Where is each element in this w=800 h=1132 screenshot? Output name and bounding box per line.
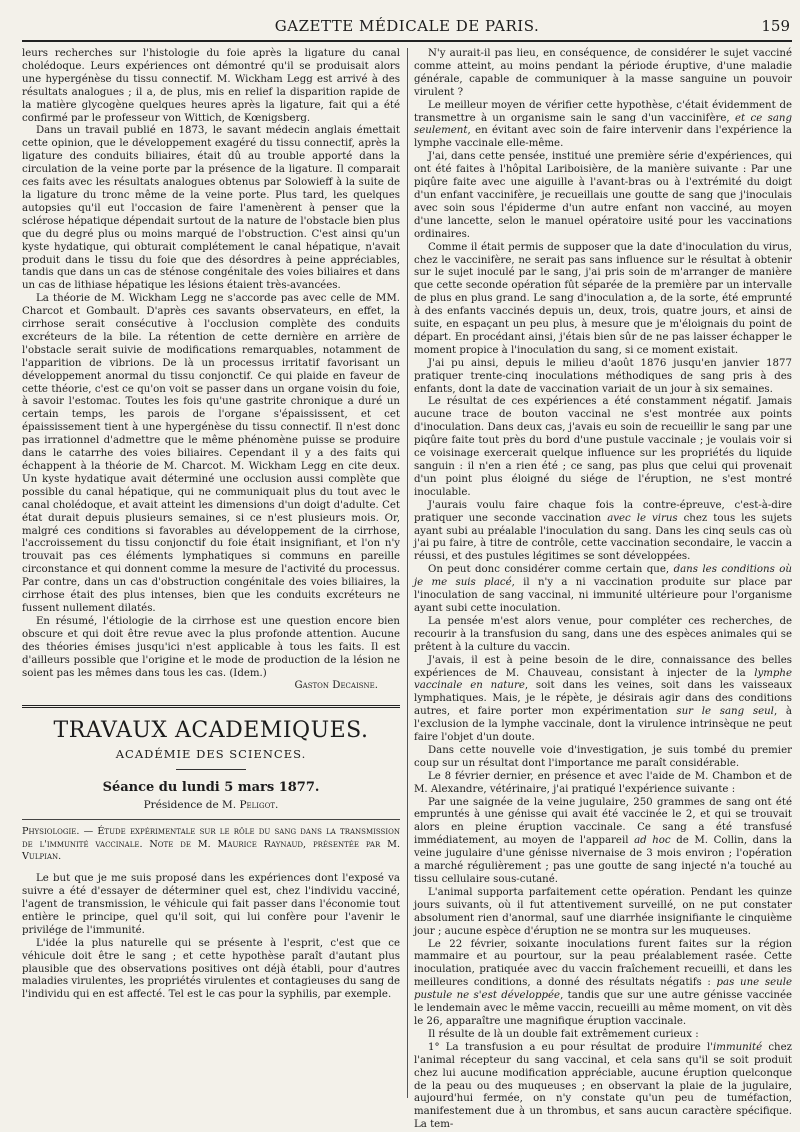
right-column	[414, 48, 793, 1131]
article-heading	[22, 826, 400, 863]
text-run: , tandis que sur une autre génisse vaccinée le lendemain avec le même vaccin, recueilli au même moment, on vit dès le 26, apparaître une magnifique éruption vaccinale.	[414, 990, 793, 1027]
emphasis: immunité	[713, 1041, 763, 1053]
text-run: de M. Collin, dans la veine jugulaire d'une génisse nivernaise de 3 mois environ ; l'opération a marché régulièrement ; pas une goutte de sang injecté n'a touché au tissu cellulaire sous-cutané.	[414, 835, 792, 885]
paragraph: J'ai, dans cette pensée, institué une première série d'expériences, qui ont été faites à l'hôpital Lariboisière, de la manière suivante : Par une piqûre faite avec une aiguille à l'avant-bras ou à l'extrémité du doigt d'un enfant vaccinifère, je recueillais une goutte de sang que j'inoculais avec soin sous l'épiderme d'un autre enfant non vacciné, au moyen d'une lancette, selon le manuel opératoire usité pour les vaccinations ordinaires.	[414, 151, 792, 240]
text-run: Le meilleur moyen de vérifier cette hypothèse, c'était évidemment de transmettre à un organisme sain le sang d'un vaccinifère,	[414, 99, 792, 124]
emphasis: lymphe vaccinale en nature	[414, 667, 792, 692]
section-divider	[22, 705, 400, 708]
paragraph: En résumé, l'étiologie de la cirrhose est une question encore bien obscure et qui doit être revue avec la plus profonde attention. Aucune des théories émises jusqu'ici n'est applicable à tous les faits. Il est d'ailleurs possible que l'origine et le mode de production de la lésion ne soient pas les mêmes dans tous les cas. (Idem.)	[22, 615, 400, 679]
paragraph: L'animal supporta parfaitement cette opération. Pendant les quinze jours suivants, où il fut attentivement surveillé, on ne put constater absolument rien d'anormal, sauf une diarrhée insignifiante le cinquième jour ; aucune espèce d'éruption ne se montra sur les muqueuses.	[414, 886, 792, 937]
section-title: TRAVAUX ACADEMIQUES.	[53, 718, 369, 744]
text-run: J'avais, il est à peine besoin de le dire, connaissance des belles expériences de M. Chauveau, consistant à injecter de la	[414, 654, 792, 679]
paragraph	[414, 564, 792, 616]
paragraph	[414, 500, 792, 565]
paragraph: N'y aurait-il pas lieu, en conséquence, de considérer le sujet vacciné comme atteint, au moins pendant la période éruptive, d'une maladie générale, capable de communiquer à la masse sanguine un pouvoir virulent ?	[414, 48, 792, 98]
emphasis: pas une seule pustule ne s'est développée	[414, 977, 793, 1002]
paragraph: Dans un travail publié en 1873, le savant médecin anglais émettait cette opinion, que le développement exagéré du tissu connectif, après la ligature des conduits biliaires, était dû au trouble apporté dans la circulation de la veine porte par la présence de la ligature. Il comparait ces faits avec les résultats analogues obtenus par Solowieff à la suite de la ligature du tronc même de la veine porte. Plus tard, les quelques autopsies qu'il eut l'occasion de faire l'amenèrent à penser que la sclérose hépatique dépendait surtout de la nature de l'obstacle bien plus que du degré plus ou moins marqué de l'obstruction. C'est ainsi qu'un kyste hydatique, qui obturait complétement le canal hépatique, n'avait produit dans le tissu du foie que des désordres à peine appréciables, tandis que dans un cas de sténose congénitale des voies biliaires et dans un cas de lithiase hépatique les lésions étaient très-avancées.	[22, 125, 400, 292]
text-run: On peut donc considérer comme certain que,	[428, 564, 674, 576]
article-title: — Étude expérimentale sur le rôle du sang dans la transmission de l'immunité vaccinale. Note de M. Maurice Raynaud, présentée par M. Vulpian.	[22, 826, 400, 862]
paragraph: leurs recherches sur l'histologie du foie après la ligature du canal cholédoque. Leurs expériences ont démontré qu'il se produisait alors une hypergénèse du tissu connectif. M. Wickham Legg est arrivé à des résultats analogues ; il a, de plus, mis en relief la disparition rapide de la matière glycogène quelques heures après la ligature, fait qui a été confirmé par le professeur von Wittich, de Kœnigsberg.	[22, 48, 400, 124]
emphasis: ad hoc	[634, 835, 671, 847]
paragraph: Le résultat de ces expériences a été constamment négatif. Jamais aucune trace de bouton vaccinal ne s'est montrée aux points d'inoculation. Dans deux cas, j'avais eu soin de recueillir le sang par une piqûre faite tout près du bord d'une pustule vaccinale ; je voulais voir si ce voisinage exercerait quelque influence sur les propriétés du liquide sanguin : il n'en a rien été ; ce sang, pas plus que celui qui provenait d'un point plus éloigné du siége de l'éruption, ne s'est montré inoculable.	[414, 396, 792, 498]
paragraph: Dans cette nouvelle voie d'investigation, je suis tombé du premier coup sur un résultat dont l'importance me paraît considérable.	[414, 744, 792, 769]
seance-heading: Séance du lundi 5 mars 1877.	[102, 780, 320, 796]
paragraph	[414, 797, 792, 887]
paragraph: La théorie de M. Wickham Legg ne s'accorde pas avec celle de MM. Charcot et Gombault. D'après ces savants observateurs, en effet, la cirrhose serait consécutive à l'occlusion complète des conduits excréteurs de la bile. La rétention de cette dernière en arrière de l'obstacle serait suivie de modifications remarquables, notamment de l'apparition de vibrions. De là un processus irritatif favorisant un développement anormal du tissu conjonctif. Ce qui plaide en faveur de cette théorie, c'est ce qu'on voit se passer dans un organe voisin du foie, à savoir l'estomac. Toutes les fois qu'une gastrite chronique a duré un certain temps, les parois de l'organe s'épaississent, et cet épaississement tient à une hypergénèse du tissu connectif. Il n'est donc pas irrationnel d'admettre que le même phénomène puisse se produire dans le catarrhe des voies biliaires. Cependant il y a des faits qui échappent à la théorie de M. Charcot. M. Wickham Legg en cite deux. Un kyste hydatique avait déterminé une occlusion aussi complète que possible du canal hépatique, qui ne communiquait plus du tout avec le canal cholédoque, et avait atteint les dimensions d'un doigt d'adulte. Cet état durait depuis plusieurs semaines, si ce n'est plusieurs mois. Or, malgré ces conditions si favorables au développement de la cirrhose, l'accroissement du tissu conjonctif du foie était insignifiant, et l'on n'y trouvait pas ces éléments lymphatiques si communs en pareille circonstance et qui donnent comme la mesure de l'activité du processus. Par contre, dans un cas d'obstruction congénitale des voies biliaires, la cirrhose était des plus intenses, bien que les conduits excréteurs ne fussent nullement dilatés.	[22, 293, 400, 614]
paragraph: J'ai pu ainsi, depuis le milieu d'août 1876 jusqu'en janvier 1877 pratiquer trente-cinq inoculations méthodiques de sang pris à des enfants, dont la date de vaccination variait de un jour à six semaines.	[414, 357, 792, 395]
column-divider	[407, 48, 408, 1098]
paragraph: Le but que je me suis proposé dans les expériences dont l'exposé va suivre a été d'essayer de déterminer quel est, chez l'individu vacciné, l'agent de transmission, le véhicule qui fait passer dans l'économie tout entière le principe, quel qu'il soit, qui lui confère pour l'avenir le privilége de l'immunité.	[22, 873, 400, 936]
text-run: , il n'y a ni vaccination produite sur place par l'inoculation de sang vaccinal, ni immunité ultérieure pour l'organisme ayant subi cette inoculation.	[414, 577, 792, 614]
page-header	[22, 14, 792, 42]
page-number: 159	[761, 17, 790, 35]
emphasis: dans les conditions où je me suis placé	[414, 564, 792, 589]
text-run: chez l'animal récepteur du sang vaccinal, et cela sans qu'il se soit produit chez lui aucune modification appréciable, aucune éruption quelconque de la peau ou des muqueuses ; en observant la plaie de la jugulaire, aujourd'hui fermée, on n'y constate qu'un peu de tuméfaction, manifestement due à un thrombus, et sans aucun caractère spécifique. La tem-	[414, 1041, 793, 1131]
paragraph	[414, 100, 792, 152]
paragraph	[414, 1042, 792, 1132]
paragraph: Le 8 février dernier, en présence et avec l'aide de M. Chambon et de M. Alexandre, vétérinaire, j'ai pratiqué l'expérience suivante :	[414, 770, 792, 795]
paragraph: Il résulte de là un double fait extrêmement curieux :	[428, 1028, 699, 1040]
left-column	[22, 48, 400, 1098]
emphasis: et ce sang seulement	[414, 112, 792, 137]
author-signature: Gaston Decaisne.	[294, 680, 378, 692]
text-run: 1° La transfusion a eu pour résultat de produire l'	[428, 1041, 714, 1053]
paragraph: La pensée m'est alors venue, pour compléter ces recherches, de recourir à la transfusion du sang, dans une des espèces animales qui se prêtent à la culture du vaccin.	[414, 615, 792, 653]
emphasis: avec le virus	[607, 512, 678, 524]
text-columns	[22, 48, 793, 1131]
paragraph	[414, 939, 792, 1029]
journal-title: GAZETTE MÉDICALE DE PARIS.	[274, 17, 540, 35]
section-subtitle: ACADÉMIE DES SCIENCES.	[115, 747, 307, 762]
presidence-prefix: Présidence de M.	[143, 799, 240, 812]
text-run: Le 22 février, soixante inoculations furent faites sur la région mammaire et au pourtour, sur la peau préalablement rasée. Cette inoculation, pratiquée avec du vaccin fraîchement recueilli, et dans les meilleures conditions, a donné des résultats négatifs :	[414, 938, 792, 989]
paragraph: Comme il était permis de supposer que la date d'inoculation du virus, chez le vaccinifère, ne serait pas sans influence sur le résultat à obtenir sur le sujet inoculé par le sang, j'ai pris soin de m'arranger de manière que cette seconde opération fût séparée de la première par un intervalle de plus en plus grand. Le sang d'inoculation a, de la sorte, été emprunté à des enfants vaccinés depuis un, deux, trois, quatre jours, et ainsi de suite, en espaçant un peu plus, à mesure que je m'éloignais du point de départ. En procédant ainsi, j'étais bien sûr de ne pas laisser échapper le moment propice à l'inoculation du sang, si ce moment existait.	[414, 241, 792, 356]
physiologie-label: Physiologie.	[22, 826, 80, 838]
newspaper-page	[22, 14, 793, 1131]
text-run: Par une saignée de la veine jugulaire, 250 grammes de sang ont été empruntés à une génisse qui avait été vaccinée le 2, et qui se trouvait alors en pleine éruption vaccinale. Ce sang a été transfusé immédiatement, au moyen de l'appareil	[414, 796, 792, 847]
emphasis: sur le sang seul	[676, 706, 774, 718]
subtitle-rule	[176, 769, 246, 770]
president-name: Peligot.	[239, 799, 279, 812]
text-run: , en évitant avec soin de faire intervenir dans l'expérience la lymphe vaccinale elle-même.	[414, 125, 792, 150]
text-run: J'aurais voulu faire chaque fois la contre-épreuve, c'est-à-dire pratiquer une seconde vaccination	[414, 499, 792, 524]
text-run: chez tous les sujets ayant subi au préalable l'inoculation du sang. Dans les cinq seuls cas où j'ai pu faire, à titre de contrôle, cette vaccination secondaire, le vaccin a réussi, et des pustules légitimes se sont développées.	[414, 512, 792, 563]
text-run: , à l'exclusion de la lymphe vaccinale, dont la virulence intrinsèque ne peut faire l'objet d'un doute.	[414, 706, 792, 744]
paragraph: L'idée la plus naturelle qui se présente à l'esprit, c'est que ce véhicule doit être le sang ; et cette hypothèse paraît d'autant plus plausible que des observations positives ont déjà établi, pour d'autres maladies virulentes, les propriétés virulentes et contagieuses du sang de l'individu qui en est affecté. Tel est le cas pour la syphilis, par exemple.	[22, 937, 400, 1001]
lead-rule	[22, 819, 400, 820]
text-run: , soit dans les veines, soit dans les vaisseaux lymphatiques. Mais, je le répète, je désirais agir dans des conditions autres, et faire porter mon expérimentation	[414, 680, 792, 718]
paragraph	[414, 655, 792, 745]
presidence-line	[22, 799, 400, 811]
